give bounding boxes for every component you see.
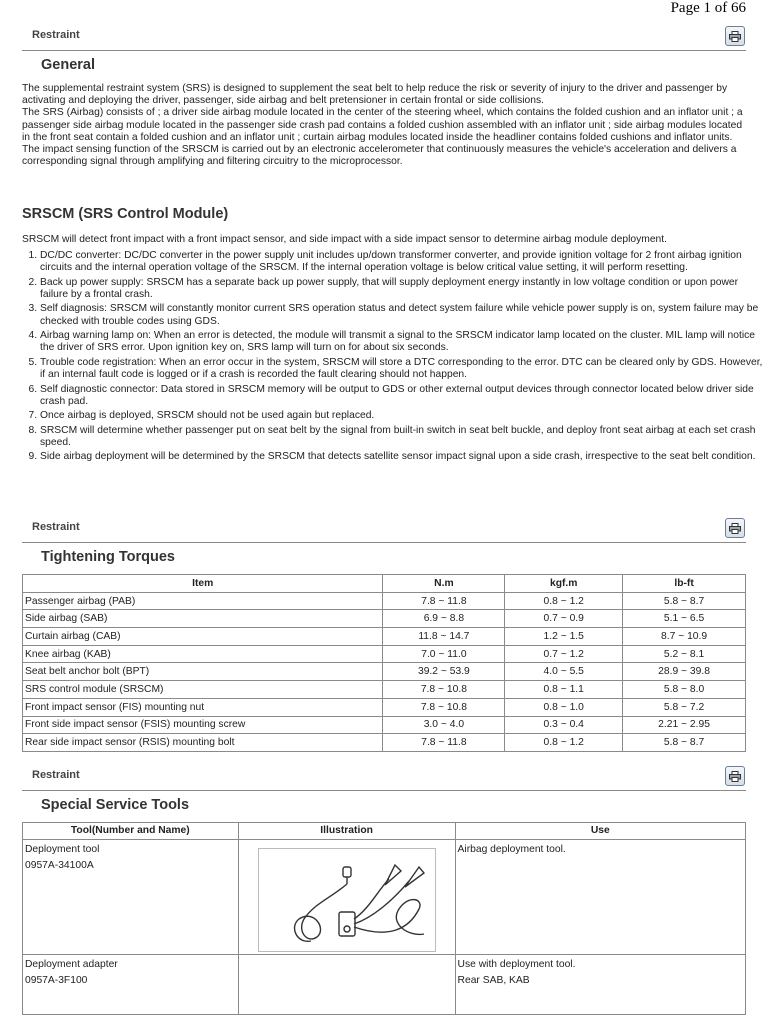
table-cell: Side airbag (SAB): [23, 610, 383, 628]
column-header: lb-ft: [623, 575, 746, 593]
column-header: kgf.m: [505, 575, 623, 593]
table-cell: 39.2 ~ 53.9: [383, 663, 505, 681]
table-cell: Rear side impact sensor (RSIS) mounting bolt: [23, 734, 383, 752]
printer-icon: [729, 771, 741, 782]
section-bar-tools: [22, 764, 746, 791]
table-cell: 2.21 ~ 2.95: [623, 716, 746, 734]
table-cell: 7.8 ~ 10.8: [383, 681, 505, 699]
table-cell: 6.9 ~ 8.8: [383, 610, 505, 628]
general-paragraph-2: The SRS (Airbag) consists of ; a driver side airbag module located in the center of the steering wheel, which contains the folded cushion and an inflator unit ; a passenger side airbag module located in the passenger side crash pad contains a folded cushion assembled with an inflator unit ; side airbag modules located in the front seat contain a folded cushion and an inflator unit ; curtain airbag modules located inside the headliner contains folded cushions and inflator units. The impact sensing function of the SRSCM is carried out by an electronic accelerometer that continuously measures the vehicle's acceleration and delivers a corresponding signal through amplifying and filtering circuitry to the microprocessor.: [22, 107, 743, 168]
list-item: 6. Self diagnostic connector: Data stored in SRSCM memory will be output to GDS or other external output devices through connector located below driver side crash pad.: [40, 384, 764, 408]
table-row: [23, 840, 746, 955]
table-cell: 5.8 ~ 8.7: [623, 592, 746, 610]
section-bar-general: [22, 24, 746, 51]
table-cell: Passenger airbag (PAB): [23, 592, 383, 610]
use-cell: [455, 955, 745, 1015]
section-label: Restraint: [32, 29, 80, 41]
table-cell: 3.0 ~ 4.0: [383, 716, 505, 734]
table-header-row: [23, 823, 746, 840]
table-row: [23, 628, 746, 646]
list-item: 1. DC/DC converter: DC/DC converter in the power supply unit includes up/down transformer converter, and provide ignition voltage for 2 front airbag ignition circuits and the internal operation voltage of the SRSCM. If the internal operation voltage is below critical value setting, it will perform resetting.: [40, 250, 764, 274]
table-cell: 5.2 ~ 8.1: [623, 645, 746, 663]
general-paragraph-1: The supplemental restraint system (SRS) is designed to supplement the seat belt to help reduce the risk or severity of injury to the driver and passenger by activating and deploying the driver, passenger, side airbag and belt pretensioner in certain frontal or side collisions.: [22, 83, 728, 107]
tool-number: 0957A-34100A: [25, 860, 94, 871]
column-header: N.m: [383, 575, 505, 593]
table-cell: 0.8 ~ 1.0: [505, 698, 623, 716]
table-cell: 0.8 ~ 1.1: [505, 681, 623, 699]
general-body: [22, 83, 746, 168]
table-row: [23, 610, 746, 628]
illustration-cell: [238, 955, 455, 1015]
table-cell: 1.2 ~ 1.5: [505, 628, 623, 646]
srscm-title: SRSCM (SRS Control Module): [22, 206, 229, 222]
table-cell: Knee airbag (KAB): [23, 645, 383, 663]
table-row: [23, 681, 746, 699]
table-cell: Front side impact sensor (FSIS) mounting screw: [23, 716, 383, 734]
tool-name: Deployment tool: [25, 844, 100, 855]
list-item: 7. Once airbag is deployed, SRSCM should not be used again but replaced.: [40, 410, 764, 422]
print-button[interactable]: [725, 766, 745, 786]
tool-use: Airbag deployment tool.: [457, 844, 566, 855]
table-row: [23, 592, 746, 610]
list-item: 4. Airbag warning lamp on: When an error is detected, the module will transmit a signal to the SRSCM indicator lamp located on the cluster. MIL lamp will notice the driver of SRS error. Upon ignition key on, SRS lamp will turn on for about six seconds.: [40, 330, 764, 354]
table-cell: SRS control module (SRSCM): [23, 681, 383, 699]
printer-icon: [729, 31, 741, 42]
column-header: Tool(Number and Name): [23, 823, 239, 840]
srscm-list: [22, 250, 764, 466]
list-item: 3. Self diagnosis: SRSCM will constantly monitor current SRS operation status and detect system failure while vehicle power supply is on, system failure may be checked with trouble codes using GDS.: [40, 303, 764, 327]
table-row: [23, 955, 746, 1015]
table-cell: Seat belt anchor bolt (BPT): [23, 663, 383, 681]
section-label: Restraint: [32, 521, 80, 533]
list-item: 9. Side airbag deployment will be determined by the SRSCM that detects satellite sensor impact signal upon a side crash, irrespective to the seat belt condition.: [40, 451, 764, 463]
table-cell: 0.8 ~ 1.2: [505, 734, 623, 752]
tool-name: Deployment adapter: [25, 959, 118, 970]
table-cell: 5.8 ~ 7.2: [623, 698, 746, 716]
table-cell: Front impact sensor (FIS) mounting nut: [23, 698, 383, 716]
list-item: 5. Trouble code registration: When an error occur in the system, SRSCM will store a DTC corresponding to the error. DTC can be cleared only by GDS. However, if an internal fault code is logged or if a crash is recorded the fault clearing should not happen.: [40, 357, 764, 381]
table-cell: 7.8 ~ 10.8: [383, 698, 505, 716]
table-cell: 0.7 ~ 1.2: [505, 645, 623, 663]
print-button[interactable]: [725, 518, 745, 538]
printer-icon: [729, 523, 741, 534]
tool-cell: [23, 840, 239, 955]
table-cell: 0.7 ~ 0.9: [505, 610, 623, 628]
table-row: [23, 645, 746, 663]
illustration-cell: [238, 840, 455, 955]
deployment-tool-illustration: [258, 848, 436, 952]
tools-table: [22, 822, 746, 1015]
tool-cell: [23, 955, 239, 1015]
table-cell: 0.3 ~ 0.4: [505, 716, 623, 734]
table-cell: 7.8 ~ 11.8: [383, 592, 505, 610]
table-cell: 0.8 ~ 1.2: [505, 592, 623, 610]
table-cell: 11.8 ~ 14.7: [383, 628, 505, 646]
tool-use-detail: Rear SAB, KAB: [457, 975, 530, 986]
page-number: Page 1 of 66: [670, 0, 746, 16]
torque-table: [22, 574, 746, 752]
print-button[interactable]: [725, 26, 745, 46]
general-title: General: [41, 57, 95, 73]
use-cell: [455, 840, 745, 955]
tools-title: Special Service Tools: [41, 797, 190, 813]
list-item: 2. Back up power supply: SRSCM has a separate back up power supply, that will supply deployment energy instantly in low voltage condition or upon power failure by a frontal crash.: [40, 277, 764, 301]
column-header: Illustration: [238, 823, 455, 840]
table-row: [23, 734, 746, 752]
table-cell: 4.0 ~ 5.5: [505, 663, 623, 681]
table-row: [23, 663, 746, 681]
tool-use: Use with deployment tool.: [457, 959, 576, 970]
table-cell: 5.1 ~ 6.5: [623, 610, 746, 628]
table-cell: 7.0 ~ 11.0: [383, 645, 505, 663]
table-cell: 28.9 ~ 39.8: [623, 663, 746, 681]
section-label: Restraint: [32, 769, 80, 781]
table-cell: Curtain airbag (CAB): [23, 628, 383, 646]
column-header: Use: [455, 823, 745, 840]
table-header-row: [23, 575, 746, 593]
table-cell: 7.8 ~ 11.8: [383, 734, 505, 752]
torques-title: Tightening Torques: [41, 549, 175, 565]
table-cell: 8.7 ~ 10.9: [623, 628, 746, 646]
section-bar-torques: [22, 516, 746, 543]
table-cell: 5.8 ~ 8.7: [623, 734, 746, 752]
table-cell: 5.8 ~ 8.0: [623, 681, 746, 699]
table-row: [23, 716, 746, 734]
list-item: 8. SRSCM will determine whether passenger put on seat belt by the signal from built-in switch in seat belt buckle, and deploy front seat airbag at each set crash speed.: [40, 425, 764, 449]
table-row: [23, 698, 746, 716]
tool-number: 0957A-3F100: [25, 975, 88, 986]
column-header: Item: [23, 575, 383, 593]
srscm-intro: SRSCM will detect front impact with a front impact sensor, and side impact with a side impact sensor to determine airbag module deployment.: [22, 234, 667, 245]
deployment-tool-image: [259, 849, 435, 951]
